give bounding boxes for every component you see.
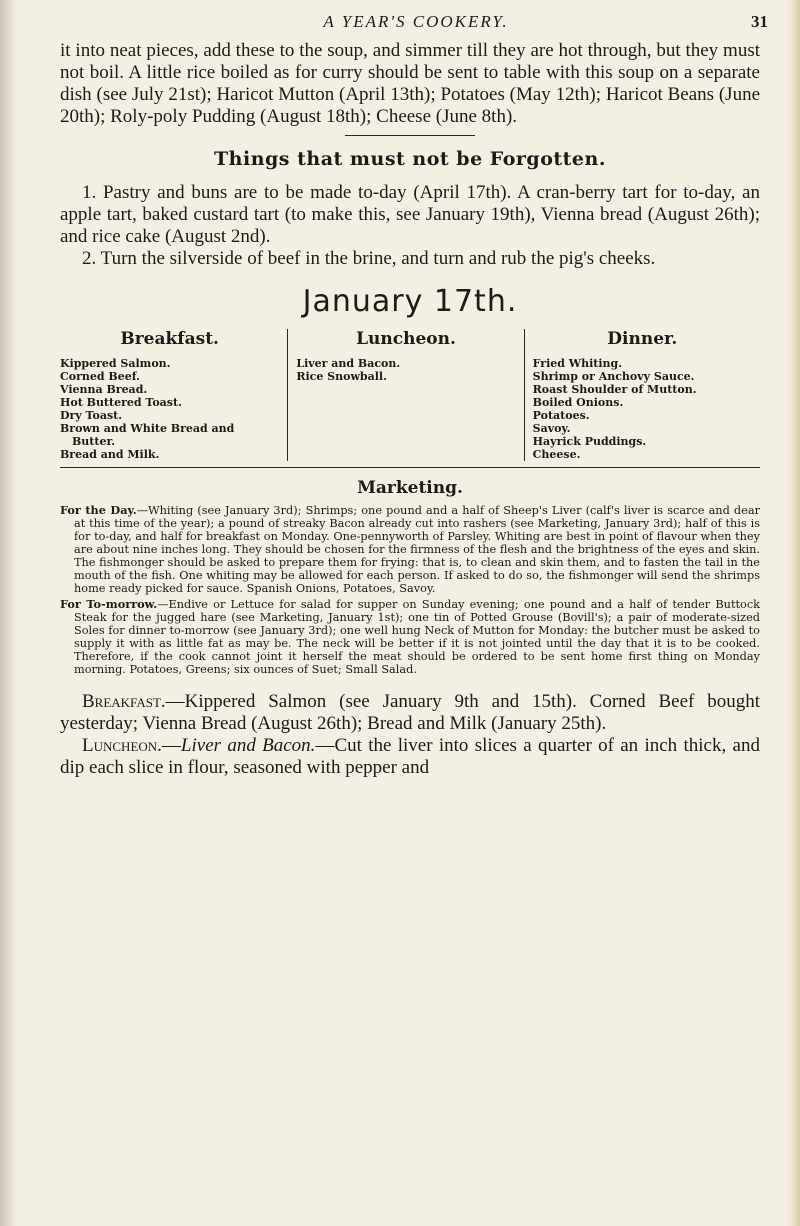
menu-item: Liver and Bacon. — [296, 357, 401, 370]
marketing-text: —Whiting (see January 3rd); Shrimps; one pound and a half of Sheep's Liver (calf's liver is scarce and dear at this time of the year); a pound of streaky Bacon already cut into rashers (see Marketing, January 3rd); half of this is for to-day, and half for breakfast on Monday. One-pennyworth of Parsley. Whiting are best in point of flavour when they are about nine inches long. They should be chosen for the firmness of the flesh and the brightness of the eyes and skin. The fishmonger should be asked to prepare them for frying: that is, to clean and skin them, and to fasten the tail in the mouth of the fish. One whiting may be allowed for each person. If asked to do so, the fishmonger will send the shrimps home ready picked for sauce. Spanish Onions, Potatoes, Savoy. — [74, 504, 760, 595]
page-number: 31 — [751, 12, 768, 31]
instructions-text: —Kippered Salmon (see January 9th and 15th). Corned Beef bought yesterday; Vienna Bread (August 26th); Bread and Milk (January 25th). — [60, 691, 760, 734]
menu-item: Fried Whiting. — [532, 357, 623, 370]
menu-heading-dinner: Dinner. — [607, 329, 678, 349]
menu-item: Roast Shoulder of Mutton. — [532, 383, 697, 396]
page-binding-shadow — [0, 0, 16, 1226]
marketing-for-the-day — [60, 504, 760, 595]
menu-item: Rice Snowball. — [296, 370, 387, 383]
run-in-label: For To-morrow. — [60, 597, 158, 611]
page-edge-shadow — [786, 0, 800, 1226]
menu-item: Potatoes. — [532, 409, 590, 422]
spacer — [60, 679, 760, 691]
menu-table — [60, 329, 760, 468]
reminders-heading: Things that must not be Forgotten. — [214, 148, 606, 170]
menu-item: Corned Beef. — [60, 370, 140, 383]
menu-item: Brown and White Bread and Butter. — [60, 422, 235, 448]
menu-column-luncheon — [287, 329, 523, 461]
intro-paragraph: it into neat pieces, add these to the soup, and simmer till they are hot through, but they must not boil. A little rice boiled as for curry should be sent to table with this soup on a separate dish (see July 21st); Haricot Mutton (April 13th); Potatoes (May 12th); Haricot Beans (June 20th); Roly-poly Pudding (August 18th); Cheese (June 8th). — [60, 40, 760, 127]
page-content — [60, 40, 760, 779]
section-divider — [345, 135, 475, 136]
instructions-text: —Cut the liver into slices a quarter of an inch thick, and dip each slice in flour, seasoned with pepper and — [60, 735, 760, 778]
menu-heading-breakfast: Breakfast. — [120, 329, 219, 349]
menu-item: Vienna Bread. — [60, 383, 148, 396]
luncheon-instructions — [60, 735, 760, 779]
dish-name: Liver and Bacon. — [180, 735, 316, 756]
reminder-item-2: 2. Turn the silverside of beef in the brine, and turn and rub the pig's cheeks. — [82, 248, 656, 269]
running-head — [60, 12, 772, 36]
marketing-text: —Endive or Lettuce for salad for supper on Sunday evening; one pound and a half of tender Buttock Steak for the jugged hare (see Marketing, January 1st); one tin of Potted Grouse (Bovill's); a pair of moderate-sized Soles for dinner to-morrow (see January 3rd); one well hung Neck of Mutton for Monday: the butcher must be asked to supply it with as little fat as may be. The neck will be better if it is not jointed until the day that it is to be cooked. Therefore, if the cook cannot joint it herself the meat should be ordered to be sent home first thing on Monday morning. Potatoes, Greens; six ounces of Suet; Small Salad. — [74, 598, 761, 676]
menu-item: Bread and Milk. — [60, 448, 160, 461]
run-in-label: Luncheon. — [82, 735, 162, 756]
menu-item: Shrimp or Anchovy Sauce. — [532, 370, 695, 383]
menu-item: Hot Buttered Toast. — [60, 396, 182, 409]
marketing-for-to-morrow — [60, 598, 760, 676]
reminder-item-1: 1. Pastry and buns are to be made to-day (April 17th). A cran-berry tart for to-day, an apple tart, baked custard tart (to make this, see January 19th), Vienna bread (August 26th); and rice cake (August 2nd). — [60, 182, 760, 247]
marketing-heading: Marketing. — [357, 478, 463, 498]
menu-item: Hayrick Puddings. — [532, 435, 647, 448]
menu-item: Boiled Onions. — [532, 396, 624, 409]
breakfast-instructions — [60, 691, 760, 735]
run-in-label: Breakfast. — [82, 691, 166, 712]
run-in-label: For the Day. — [60, 503, 137, 517]
luncheon-dish: —Liver and Bacon. — [161, 735, 316, 756]
running-title: A YEAR'S COOKERY. — [323, 12, 509, 31]
menu-heading-luncheon: Luncheon. — [356, 329, 456, 349]
menu-item: Savoy. — [532, 422, 571, 435]
menu-item: Cheese. — [532, 448, 581, 461]
day-heading: January 17th. — [302, 284, 518, 319]
menu-item: Kippered Salmon. — [60, 357, 171, 370]
menu-column-breakfast — [60, 329, 287, 461]
menu-item: Dry Toast. — [60, 409, 123, 422]
menu-column-dinner — [524, 329, 760, 461]
